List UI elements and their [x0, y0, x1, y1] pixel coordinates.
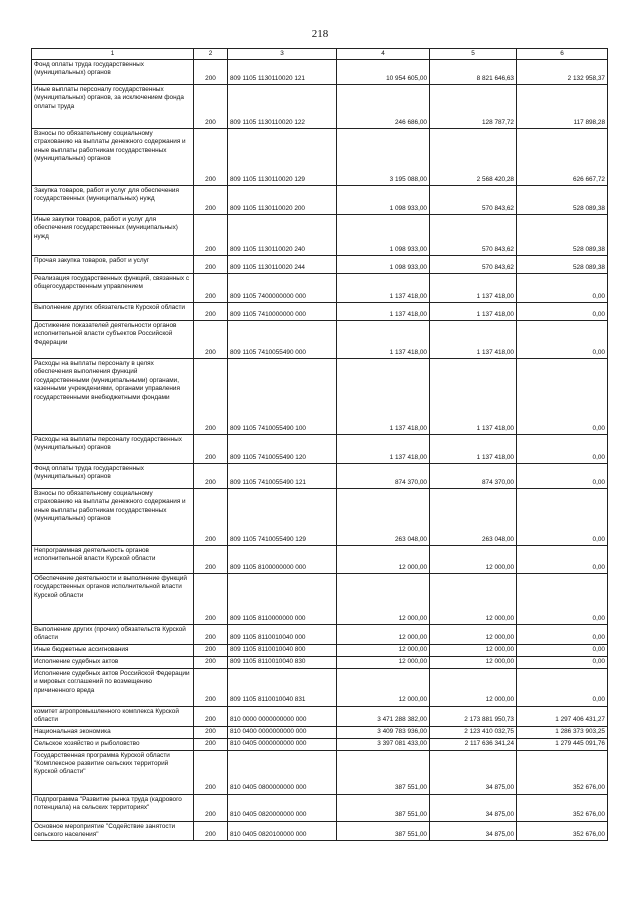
row-approved-amount: 387 551,00 — [337, 821, 430, 841]
row-budget-code: 810 0405 0800000000 000 — [228, 750, 337, 794]
row-executed-amount: 34 875,00 — [430, 750, 517, 794]
row-executed-amount: 12 000,00 — [430, 668, 517, 706]
page-number: 218 — [311, 28, 329, 40]
row-line-code: 200 — [194, 303, 228, 321]
budget-table — [31, 48, 608, 841]
row-unexecuted-amount: 117 898,28 — [517, 85, 608, 129]
table-row — [32, 464, 608, 489]
row-approved-amount: 12 000,00 — [337, 574, 430, 625]
table-row — [32, 489, 608, 546]
row-budget-code: 809 1105 1130110020 200 — [228, 186, 337, 215]
table-header-row — [32, 49, 608, 60]
header-col-5: 5 — [430, 49, 517, 60]
row-line-code: 200 — [194, 215, 228, 256]
row-executed-amount: 1 137 418,00 — [430, 435, 517, 464]
row-executed-amount: 2 173 881 950,73 — [430, 706, 517, 726]
row-executed-amount: 263 048,00 — [430, 489, 517, 546]
table-row — [32, 656, 608, 668]
row-approved-amount: 1 137 418,00 — [337, 303, 430, 321]
row-budget-code: 809 1105 7410055490 120 — [228, 435, 337, 464]
row-budget-code: 809 1105 1130110020 121 — [228, 60, 337, 85]
row-unexecuted-amount: 0,00 — [517, 656, 608, 668]
row-executed-amount: 12 000,00 — [430, 644, 517, 656]
row-line-code: 200 — [194, 186, 228, 215]
row-unexecuted-amount: 1 279 445 091,76 — [517, 738, 608, 750]
table-row — [32, 85, 608, 129]
row-executed-amount: 12 000,00 — [430, 625, 517, 645]
row-line-code: 200 — [194, 546, 228, 574]
row-executed-amount: 874 370,00 — [430, 464, 517, 489]
row-executed-amount: 34 875,00 — [430, 821, 517, 841]
row-approved-amount: 12 000,00 — [337, 656, 430, 668]
row-approved-amount: 3 195 088,00 — [337, 129, 430, 186]
row-budget-code: 809 1105 7410000000 000 — [228, 303, 337, 321]
table-row — [32, 668, 608, 706]
row-budget-code: 809 1105 1130110020 129 — [228, 129, 337, 186]
row-name: Закупка товаров, работ и услуг для обеспечения государственных (муниципальных) нужд — [32, 186, 194, 215]
row-unexecuted-amount: 1 297 406 431,27 — [517, 706, 608, 726]
row-name: Основное мероприятие "Содействие занятости сельского населения" — [32, 821, 194, 841]
row-name: комитет агропромышленного комплекса Курской области — [32, 706, 194, 726]
row-approved-amount: 1 098 933,00 — [337, 256, 430, 274]
table-row — [32, 186, 608, 215]
row-executed-amount: 1 137 418,00 — [430, 359, 517, 435]
row-line-code: 200 — [194, 738, 228, 750]
table-row — [32, 435, 608, 464]
row-budget-code: 809 1105 7410055490 121 — [228, 464, 337, 489]
row-approved-amount: 1 137 418,00 — [337, 321, 430, 359]
header-col-1: 1 — [32, 49, 194, 60]
row-executed-amount: 570 843,62 — [430, 256, 517, 274]
row-name: Расходы на выплаты персоналу в целях обеспечения выполнения функций государственными (муниципальными) органами, казенными учреждениями, органами управления государственными внебюджетными фондами — [32, 359, 194, 435]
header-col-4: 4 — [337, 49, 430, 60]
table-row — [32, 60, 608, 85]
table-row — [32, 625, 608, 645]
row-budget-code: 809 1105 1130110020 244 — [228, 256, 337, 274]
row-name: Взносы по обязательному социальному страхованию на выплаты денежного содержания и иные выплаты работникам государственных (муниципальных) органов — [32, 129, 194, 186]
row-budget-code: 809 1105 7400000000 000 — [228, 274, 337, 303]
row-name: Взносы по обязательному социальному страхованию на выплаты денежного содержания и иные выплаты работникам государственных (муниципальных) органов — [32, 489, 194, 546]
row-name: Непрограммная деятельность органов исполнительной власти Курской области — [32, 546, 194, 574]
row-unexecuted-amount: 528 089,38 — [517, 186, 608, 215]
row-budget-code: 809 1105 1130110020 240 — [228, 215, 337, 256]
row-line-code: 200 — [194, 750, 228, 794]
row-budget-code: 809 1105 8110010040 831 — [228, 668, 337, 706]
row-line-code: 200 — [194, 359, 228, 435]
row-unexecuted-amount: 0,00 — [517, 546, 608, 574]
row-unexecuted-amount: 352 676,00 — [517, 794, 608, 821]
table-row — [32, 359, 608, 435]
table-row — [32, 738, 608, 750]
row-approved-amount: 263 048,00 — [337, 489, 430, 546]
row-line-code: 200 — [194, 435, 228, 464]
row-name: Иные бюджетные ассигнования — [32, 644, 194, 656]
row-approved-amount: 12 000,00 — [337, 668, 430, 706]
row-approved-amount: 1 137 418,00 — [337, 435, 430, 464]
row-name: Иные выплаты персоналу государственных (муниципальных) органов, за исключением фонда оплаты труда — [32, 85, 194, 129]
row-name: Выполнение других обязательств Курской области — [32, 303, 194, 321]
row-unexecuted-amount: 352 676,00 — [517, 821, 608, 841]
row-unexecuted-amount: 0,00 — [517, 464, 608, 489]
table-row — [32, 303, 608, 321]
row-executed-amount: 12 000,00 — [430, 546, 517, 574]
row-approved-amount: 1 137 418,00 — [337, 274, 430, 303]
row-line-code: 200 — [194, 668, 228, 706]
row-line-code: 200 — [194, 321, 228, 359]
table-row — [32, 706, 608, 726]
row-line-code: 200 — [194, 489, 228, 546]
row-unexecuted-amount: 1 286 373 903,25 — [517, 726, 608, 738]
row-name: Исполнение судебных актов Российской Федерации и мировых соглашений по возмещению причиненного вреда — [32, 668, 194, 706]
row-name: Обеспечение деятельности и выполнение функций государственных органов исполнительной власти Курской области — [32, 574, 194, 625]
header-col-3: 3 — [228, 49, 337, 60]
row-line-code: 200 — [194, 464, 228, 489]
header-col-2: 2 — [194, 49, 228, 60]
row-unexecuted-amount: 626 667,72 — [517, 129, 608, 186]
row-executed-amount: 2 568 420,28 — [430, 129, 517, 186]
row-executed-amount: 1 137 418,00 — [430, 274, 517, 303]
table-row — [32, 215, 608, 256]
row-executed-amount: 34 875,00 — [430, 794, 517, 821]
row-approved-amount: 10 954 605,00 — [337, 60, 430, 85]
row-unexecuted-amount: 0,00 — [517, 435, 608, 464]
row-line-code: 200 — [194, 256, 228, 274]
row-line-code: 200 — [194, 574, 228, 625]
row-budget-code: 809 1105 8110000000 000 — [228, 574, 337, 625]
row-budget-code: 809 1105 1130110020 122 — [228, 85, 337, 129]
row-name: Национальная экономика — [32, 726, 194, 738]
row-executed-amount: 2 117 636 341,24 — [430, 738, 517, 750]
row-name: Исполнение судебных актов — [32, 656, 194, 668]
row-name: Реализация государственных функций, связанных с общегосударственным управлением — [32, 274, 194, 303]
row-name: Сельское хозяйство и рыболовство — [32, 738, 194, 750]
table-row — [32, 321, 608, 359]
row-executed-amount: 1 137 418,00 — [430, 321, 517, 359]
row-unexecuted-amount: 0,00 — [517, 668, 608, 706]
row-approved-amount: 12 000,00 — [337, 546, 430, 574]
row-unexecuted-amount: 352 676,00 — [517, 750, 608, 794]
row-name: Достижение показателей деятельности органов исполнительной власти субъектов Российской Федерации — [32, 321, 194, 359]
row-unexecuted-amount: 0,00 — [517, 489, 608, 546]
table-row — [32, 574, 608, 625]
row-unexecuted-amount: 0,00 — [517, 321, 608, 359]
row-budget-code: 810 0400 0000000000 000 — [228, 726, 337, 738]
row-approved-amount: 1 098 933,00 — [337, 215, 430, 256]
row-unexecuted-amount: 0,00 — [517, 644, 608, 656]
row-name: Подпрограмма "Развитие рынка труда (кадрового потенциала) на сельских территориях" — [32, 794, 194, 821]
row-line-code: 200 — [194, 821, 228, 841]
row-approved-amount: 12 000,00 — [337, 644, 430, 656]
row-line-code: 200 — [194, 726, 228, 738]
row-executed-amount: 570 843,62 — [430, 215, 517, 256]
row-budget-code: 810 0405 0000000000 000 — [228, 738, 337, 750]
row-approved-amount: 3 397 081 433,00 — [337, 738, 430, 750]
row-executed-amount: 12 000,00 — [430, 656, 517, 668]
row-unexecuted-amount: 2 132 958,37 — [517, 60, 608, 85]
row-line-code: 200 — [194, 60, 228, 85]
row-budget-code: 809 1105 8110010040 800 — [228, 644, 337, 656]
table-row — [32, 821, 608, 841]
table-row — [32, 750, 608, 794]
row-line-code: 200 — [194, 274, 228, 303]
table-row — [32, 274, 608, 303]
row-name: Государственная программа Курской области "Комплексное развитие сельских территорий Курской области" — [32, 750, 194, 794]
row-budget-code: 810 0000 0000000000 000 — [228, 706, 337, 726]
row-executed-amount: 1 137 418,00 — [430, 303, 517, 321]
row-name: Выполнение других (прочих) обязательств Курской области — [32, 625, 194, 645]
table-row — [32, 256, 608, 274]
row-approved-amount: 246 686,00 — [337, 85, 430, 129]
row-line-code: 200 — [194, 656, 228, 668]
row-approved-amount: 1 137 418,00 — [337, 359, 430, 435]
row-unexecuted-amount: 0,00 — [517, 359, 608, 435]
row-unexecuted-amount: 528 089,38 — [517, 215, 608, 256]
row-name: Фонд оплаты труда государственных (муниципальных) органов — [32, 60, 194, 85]
row-approved-amount: 12 000,00 — [337, 625, 430, 645]
row-budget-code: 810 0405 0820000000 000 — [228, 794, 337, 821]
row-line-code: 200 — [194, 706, 228, 726]
row-unexecuted-amount: 528 089,38 — [517, 256, 608, 274]
row-unexecuted-amount: 0,00 — [517, 625, 608, 645]
row-approved-amount: 387 551,00 — [337, 794, 430, 821]
row-budget-code: 809 1105 8100000000 000 — [228, 546, 337, 574]
row-line-code: 200 — [194, 625, 228, 645]
row-budget-code: 809 1105 7410055490 129 — [228, 489, 337, 546]
row-name: Фонд оплаты труда государственных (муниципальных) органов — [32, 464, 194, 489]
row-name: Прочая закупка товаров, работ и услуг — [32, 256, 194, 274]
row-line-code: 200 — [194, 85, 228, 129]
row-approved-amount: 1 098 933,00 — [337, 186, 430, 215]
table-row — [32, 644, 608, 656]
table-row — [32, 129, 608, 186]
row-budget-code: 810 0405 0820100000 000 — [228, 821, 337, 841]
table-row — [32, 726, 608, 738]
row-approved-amount: 387 551,00 — [337, 750, 430, 794]
header-col-6: 6 — [517, 49, 608, 60]
row-unexecuted-amount: 0,00 — [517, 303, 608, 321]
row-approved-amount: 3 409 783 936,00 — [337, 726, 430, 738]
row-budget-code: 809 1105 8110010040 830 — [228, 656, 337, 668]
row-budget-code: 809 1105 8110010040 000 — [228, 625, 337, 645]
row-executed-amount: 12 000,00 — [430, 574, 517, 625]
row-executed-amount: 2 123 410 032,75 — [430, 726, 517, 738]
table-row — [32, 794, 608, 821]
row-unexecuted-amount: 0,00 — [517, 274, 608, 303]
row-executed-amount: 8 821 646,63 — [430, 60, 517, 85]
row-executed-amount: 128 787,72 — [430, 85, 517, 129]
row-line-code: 200 — [194, 794, 228, 821]
row-executed-amount: 570 843,62 — [430, 186, 517, 215]
table-row — [32, 546, 608, 574]
row-approved-amount: 3 471 288 382,00 — [337, 706, 430, 726]
row-approved-amount: 874 370,00 — [337, 464, 430, 489]
row-budget-code: 809 1105 7410055490 100 — [228, 359, 337, 435]
row-budget-code: 809 1105 7410055490 000 — [228, 321, 337, 359]
row-line-code: 200 — [194, 644, 228, 656]
row-name: Иные закупки товаров, работ и услуг для обеспечения государственных (муниципальных) нужд — [32, 215, 194, 256]
row-name: Расходы на выплаты персоналу государственных (муниципальных) органов — [32, 435, 194, 464]
row-line-code: 200 — [194, 129, 228, 186]
row-unexecuted-amount: 0,00 — [517, 574, 608, 625]
